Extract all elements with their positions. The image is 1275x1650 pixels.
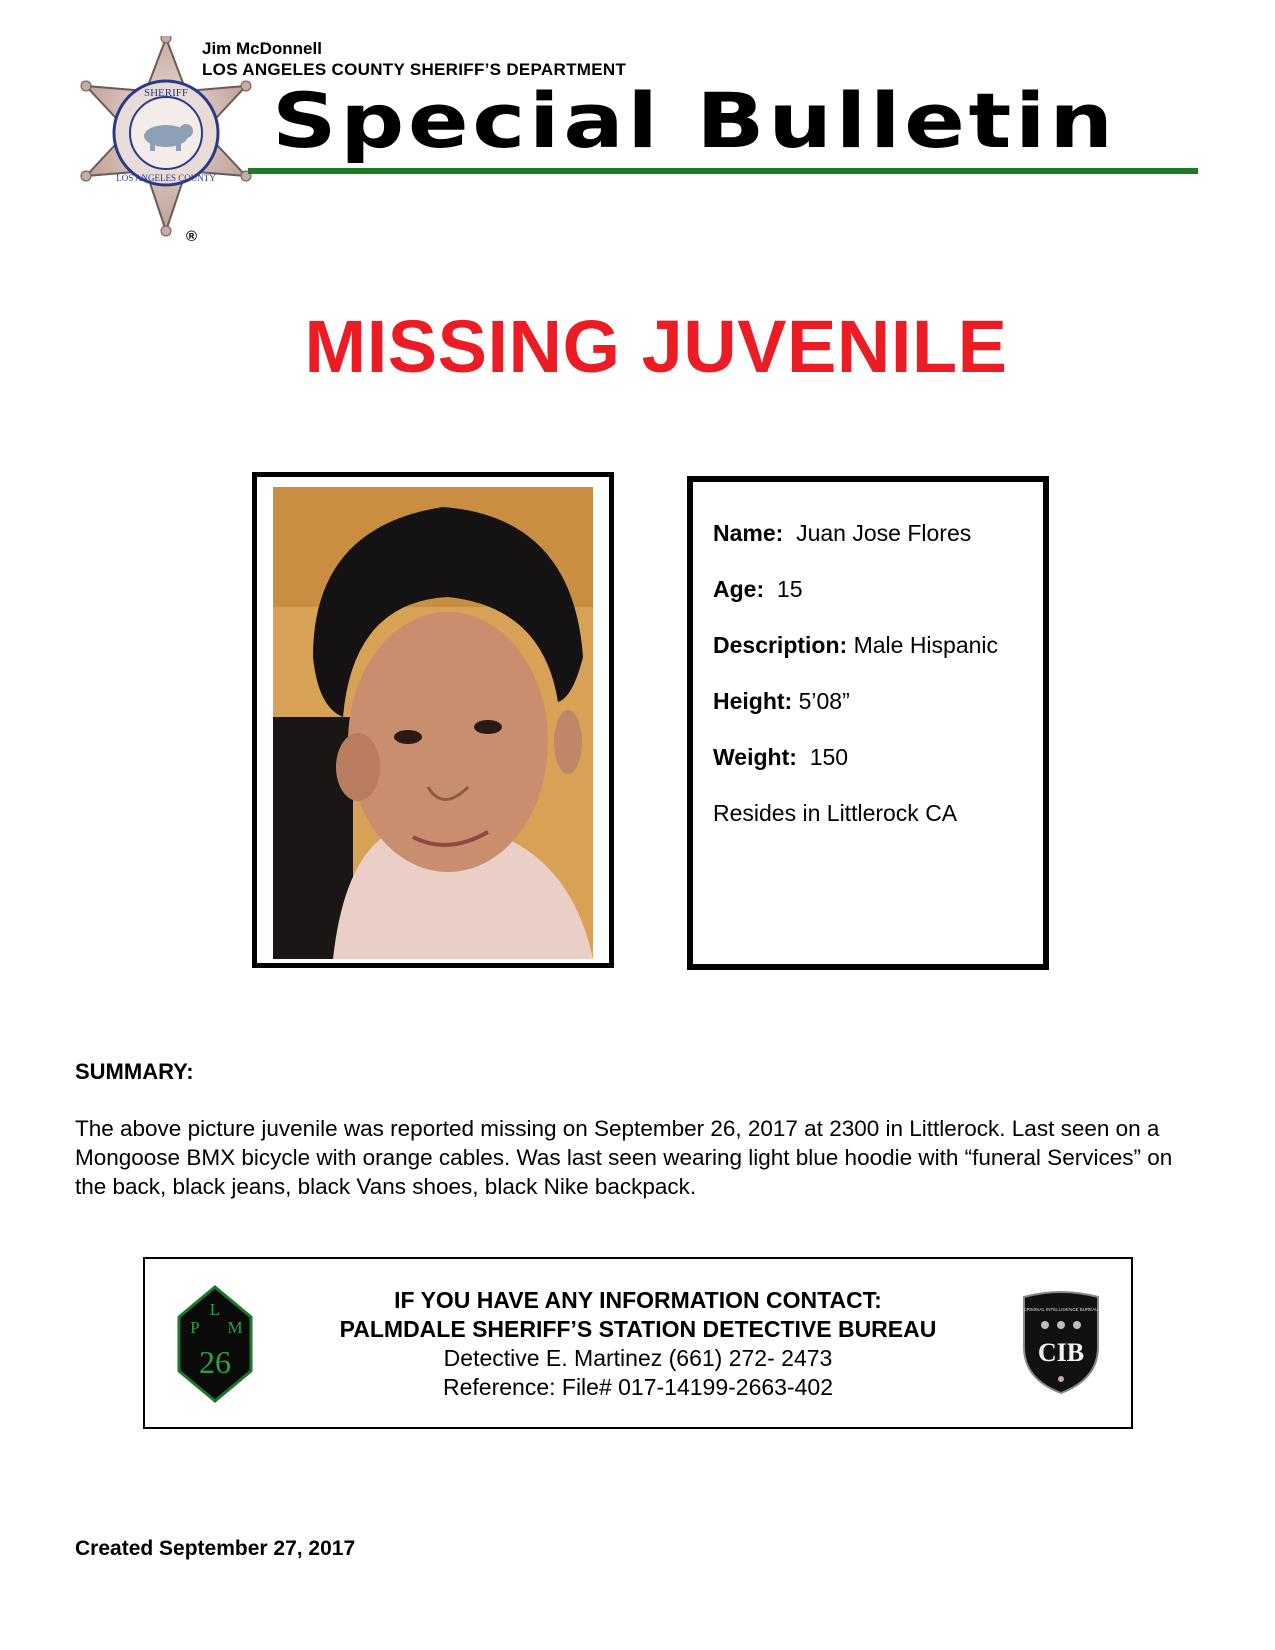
- svg-text:M: M: [227, 1318, 243, 1337]
- registered-mark: ®: [186, 228, 198, 245]
- contact-reference: Reference: File# 017-14199-2663-402: [443, 1374, 833, 1400]
- contact-line-1: IF YOU HAVE ANY INFORMATION CONTACT:: [394, 1287, 882, 1313]
- age-value: 15: [776, 576, 803, 602]
- juvenile-photo: [273, 487, 593, 959]
- cib-shield-logo: [1020, 1287, 1102, 1395]
- weight-row: [713, 744, 848, 771]
- age-row: [713, 576, 803, 603]
- name-label: Name:: [713, 520, 784, 546]
- headline: MISSING JUVENILE: [304, 305, 1008, 388]
- summary-heading: SUMMARY:: [75, 1059, 194, 1084]
- svg-text:L: L: [209, 1300, 221, 1319]
- badge-text-top: SHERIFF: [143, 87, 189, 99]
- svg-text:P: P: [190, 1318, 200, 1337]
- svg-text:26: 26: [199, 1344, 231, 1380]
- sheriff-name: Jim McDonnell: [202, 39, 322, 58]
- department-name: LOS ANGELES COUNTY SHERIFF’S DEPARTMENT: [202, 60, 627, 79]
- name-row: [713, 520, 971, 547]
- age-label: Age:: [713, 576, 765, 602]
- residence: Resides in Littlerock CA: [713, 800, 958, 826]
- created-date: Created September 27, 2017: [75, 1537, 356, 1560]
- weight-value: 150: [809, 744, 849, 770]
- contact-detective: Detective E. Martinez (661) 272- 2473: [443, 1345, 833, 1371]
- description-row: [713, 632, 998, 659]
- description-label: Description:: [713, 632, 848, 658]
- height-row: [713, 688, 850, 715]
- contact-line-2: PALMDALE SHERIFF’S STATION DETECTIVE BUREAU: [339, 1316, 937, 1342]
- bulletin-title: Special Bulletin: [272, 76, 1117, 165]
- weight-label: Weight:: [713, 744, 797, 770]
- height-value: 5’08”: [798, 688, 850, 714]
- height-label: Height:: [713, 688, 793, 714]
- name-value: Juan Jose Flores: [796, 520, 972, 546]
- badge-text-bottom: LOS ANGELES COUNTY: [116, 173, 216, 183]
- info-box: [687, 476, 1049, 970]
- description-value: Male Hispanic: [853, 632, 999, 658]
- summary-text: The above picture juvenile was reported missing on September 26, 2017 at 2300 in Littlerock. Last seen on a Mongoose BMX bicycle with orange cables. Was last seen wearing light blue hoodie with “funeral Services” on the back, black jeans, black Vans shoes, black Nike backpack.: [75, 1116, 1173, 1199]
- photo-frame: [252, 472, 614, 968]
- contact-box: [143, 1257, 1133, 1429]
- svg-text:CRIMINAL INTELLIGENCE BUREAU: CRIMINAL INTELLIGENCE BUREAU: [1023, 1307, 1099, 1312]
- svg-text:CIB: CIB: [1037, 1338, 1085, 1367]
- header-divider: [248, 168, 1198, 174]
